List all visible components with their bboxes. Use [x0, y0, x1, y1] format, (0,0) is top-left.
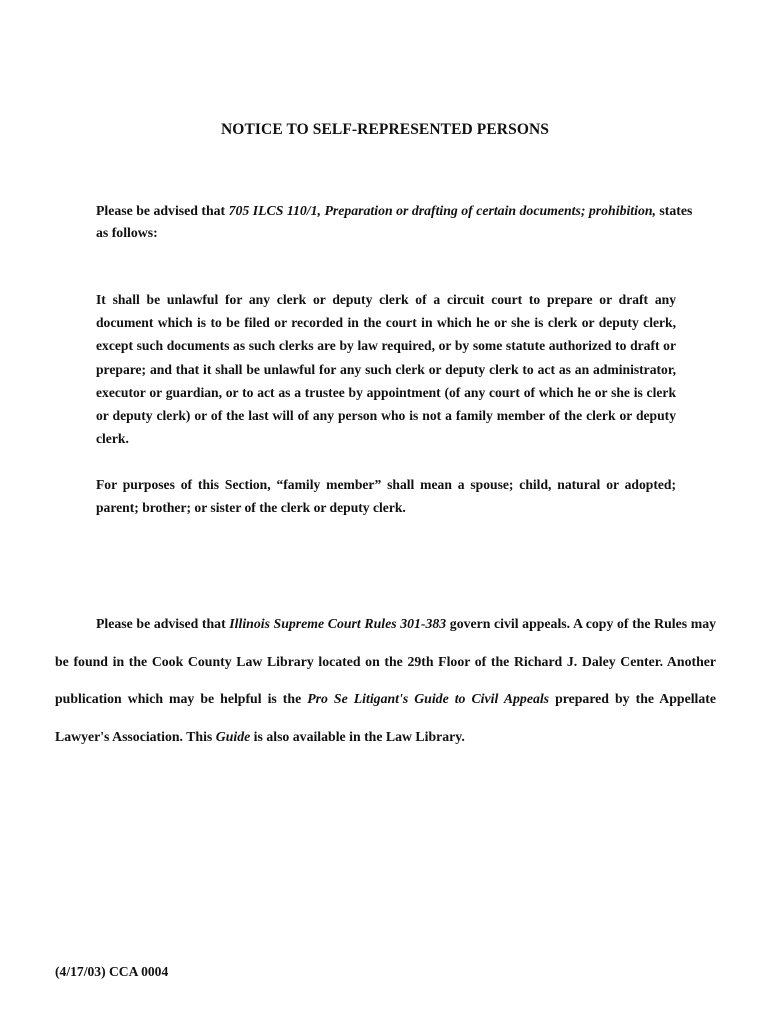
rules-part4: is also available in the Law Library. [250, 728, 465, 744]
guide-title: Pro Se Litigant's Guide to Civil Appeals [307, 691, 550, 706]
rules-citation: Illinois Supreme Court Rules 301-383 [229, 616, 447, 631]
document-title: NOTICE TO SELF-REPRESENTED PERSONS [221, 121, 549, 138]
intro-suffix: states as follows: [96, 203, 693, 240]
statute-citation: 705 ILCS 110/1, Preparation or drafting of certain documents; prohibition, [228, 203, 656, 218]
form-footer-code: (4/17/03) CCA 0004 [55, 964, 169, 979]
civil-appeals-paragraph [55, 605, 716, 755]
statute-paragraph: It shall be unlawful for any clerk or deputy clerk of a circuit court to prepare or draft any document which is to be filed or recorded in the court in which he or she is clerk or deputy clerk, except such documents as such clerks are by law required, or by some statute authorized to draft or prepare; and that it shall be unlawful for any such clerk or deputy clerk to act as an administrator, executor or guardian, or to act as a trustee by appointment (of any court of which he or she is clerk or deputy clerk) or of the last will of any person who is not a family member of the clerk or deputy clerk. [96, 292, 676, 447]
guide-word: Guide [215, 728, 251, 744]
family-member-paragraph: For purposes of this Section, “family member” shall mean a spouse; child, natural or adopted; parent; brother; or sister of the clerk or deputy clerk. [96, 477, 676, 516]
intro-prefix: Please be advised that [96, 203, 229, 218]
rules-part3: prepared by the Appellate Lawyer's Association. This [55, 691, 716, 744]
intro-paragraph [96, 200, 696, 244]
rules-part1: Please be advised that [96, 616, 230, 631]
rules-part2: govern civil appeals. A copy of the Rules may be found in the Cook County Law Library located on the 29th Floor of the Richard J. Daley Center. Another publication which may be helpful is the [55, 616, 716, 706]
